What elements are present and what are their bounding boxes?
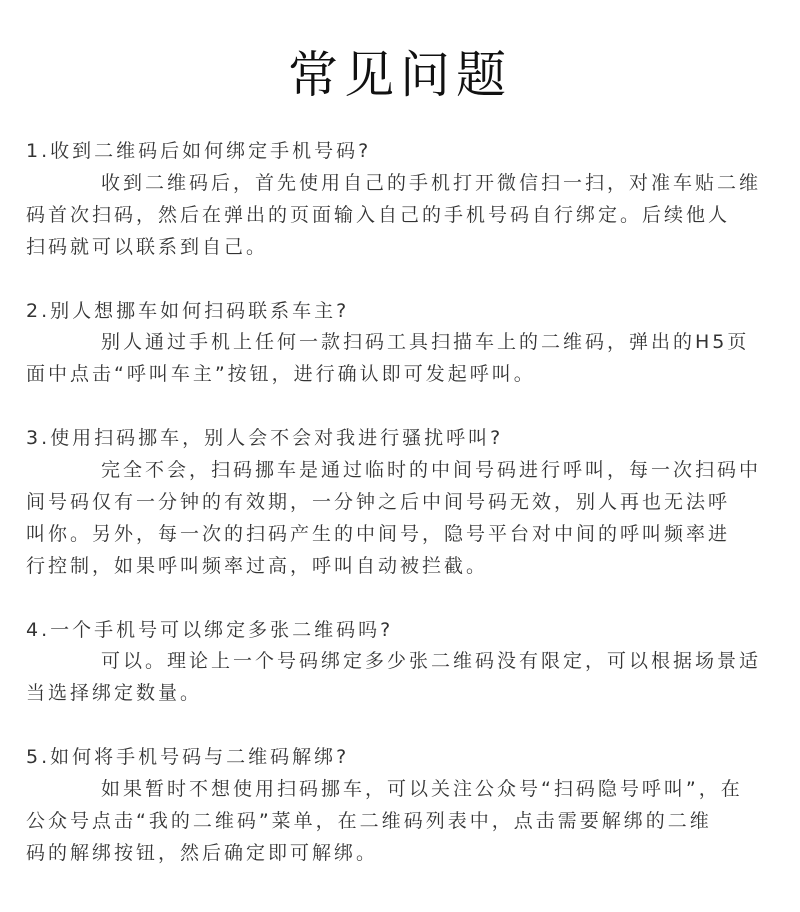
faq-item [26, 742, 786, 870]
faq-item [26, 615, 786, 711]
faq-question: 3.使用扫码挪车，别人会不会对我进行骚扰呼叫? [26, 427, 504, 450]
spacer [26, 391, 786, 423]
faq-answer-line: 码首次扫码，然后在弹出的页面输入自己的手机号码自行绑定。后续他人 [26, 203, 731, 226]
faq-answer-line: 当选择绑定数量。 [26, 682, 203, 705]
faq-list [26, 136, 786, 870]
faq-answer-line: 别人通过手机上任何一款扫码工具扫描车上的二维码，弹出的H5页 [101, 331, 750, 354]
faq-answer-line: 码的解绑按钮，然后确定即可解绑。 [26, 841, 379, 864]
faq-answer-line: 可以。理论上一个号码绑定多少张二维码没有限定，可以根据场景适 [101, 650, 762, 673]
faq-item [26, 423, 786, 583]
faq-question: 4.一个手机号可以绑定多张二维码吗? [26, 618, 394, 641]
faq-answer-line: 行控制，如果呼叫频率过高，呼叫自动被拦截。 [26, 554, 489, 577]
faq-answer-line: 面中点击“呼叫车主”按钮，进行确认即可发起呼叫。 [26, 363, 536, 386]
faq-question: 1.收到二维码后如何绑定手机号码? [26, 140, 372, 162]
faq-answer-line: 完全不会，扫码挪车是通过临时的中间号码进行呼叫，每一次扫码中 [101, 459, 762, 482]
faq-question: 5.如何将手机号码与二维码解绑? [26, 746, 350, 769]
faq-question: 2.别人想挪车如何扫码联系车主? [26, 299, 350, 322]
faq-answer-line: 收到二维码后，首先使用自己的手机打开微信扫一扫，对准车贴二维 [101, 171, 762, 194]
faq-item [26, 296, 786, 392]
faq-answer-line: 叫你。另外，每一次的扫码产生的中间号，隐号平台对中间的呼叫频率进 [26, 522, 731, 545]
spacer [26, 583, 786, 615]
faq-answer-line: 扫码就可以联系到自己。 [26, 235, 269, 258]
faq-item [26, 136, 786, 264]
spacer [26, 710, 786, 742]
faq-answer-line: 间号码仅有一分钟的有效期，一分钟之后中间号码无效，别人再也无法呼 [26, 490, 731, 513]
spacer [26, 264, 786, 296]
faq-answer-line: 公众号点击“我的二维码”菜单，在二维码列表中，点击需要解绑的二维 [26, 809, 712, 832]
faq-answer-line: 如果暂时不想使用扫码挪车，可以关注公众号“扫码隐号呼叫”，在 [101, 778, 743, 801]
page-title: 常见问题 [288, 46, 512, 104]
